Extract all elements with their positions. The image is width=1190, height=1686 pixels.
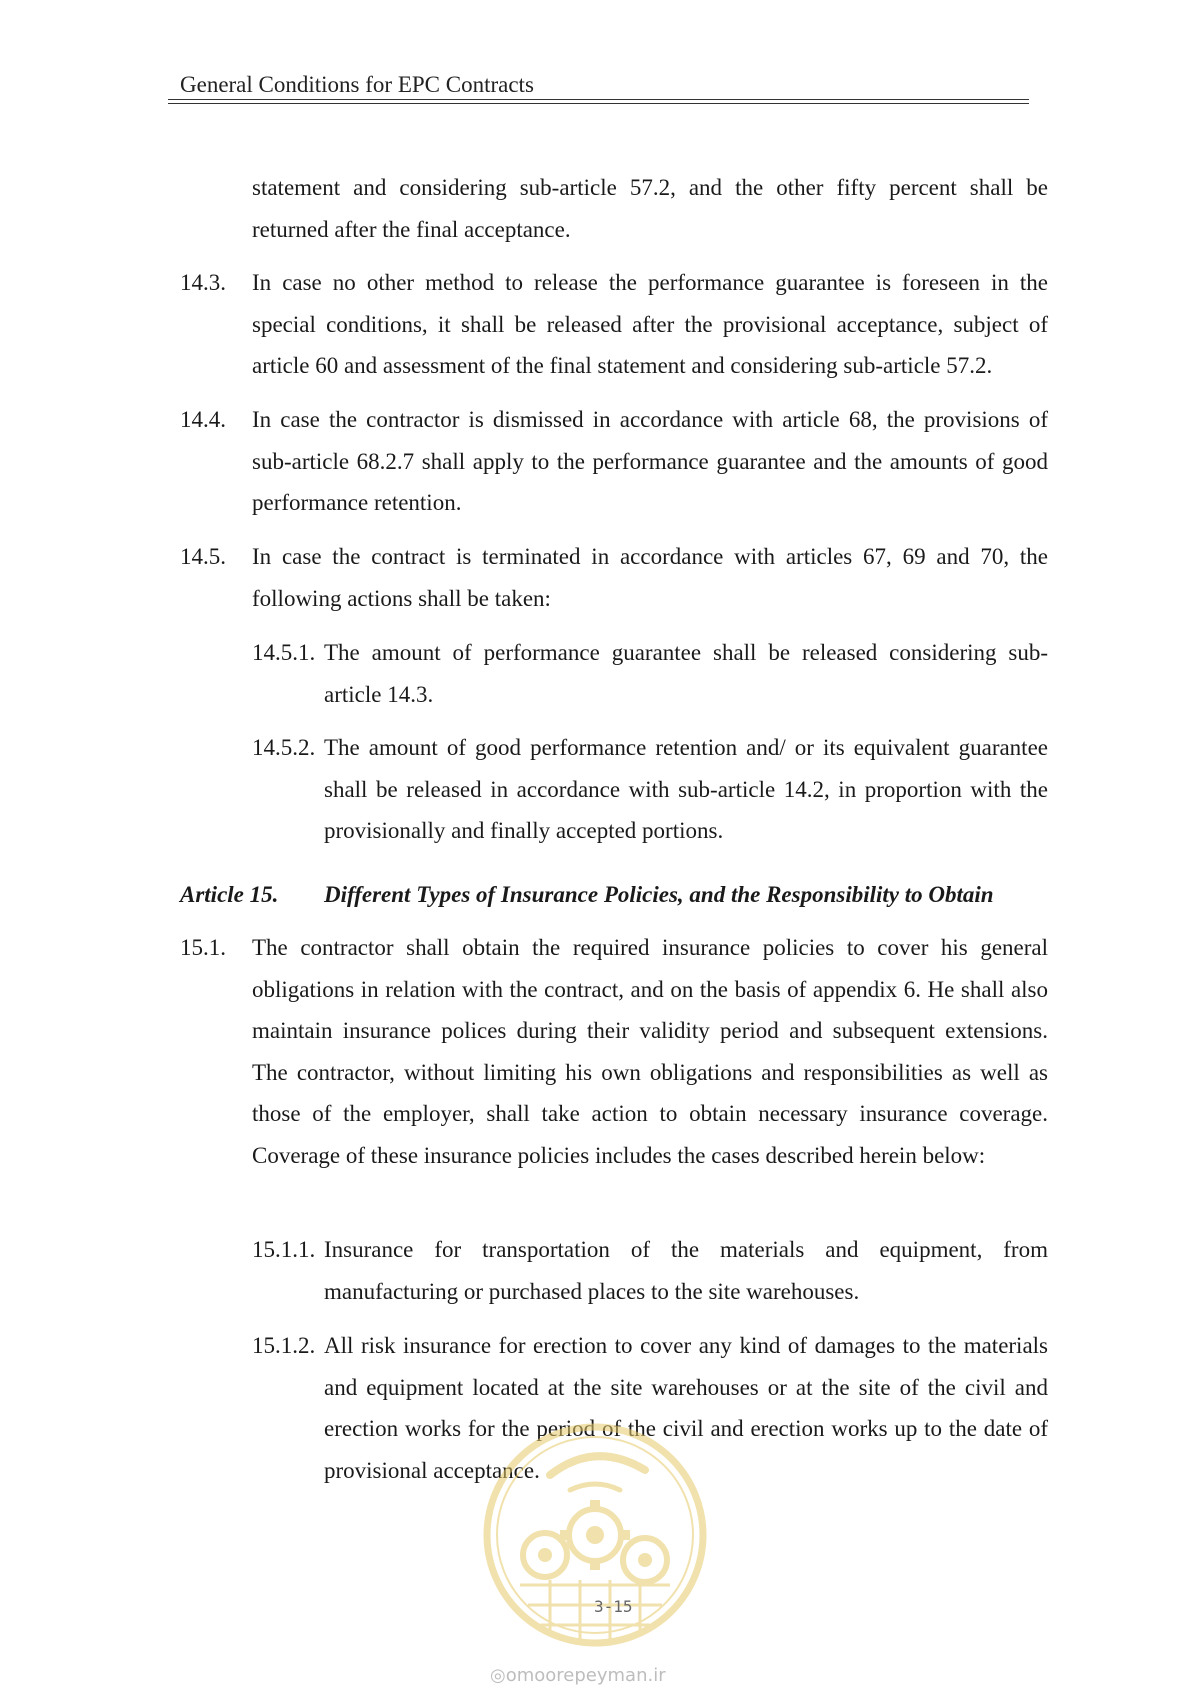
subclause-14-5-2-text: The amount of good performance retention and/ or its equivalent guarantee shall be released in accordance with sub-article 14.2, in proportion with the provisionally and finally accepted portions. bbox=[324, 735, 1048, 843]
clause-number: 14.5. bbox=[180, 544, 226, 569]
paragraph-continuation: statement and considering sub-article 57.2, and the other fifty percent shall be returned after the final acceptance. bbox=[252, 175, 1048, 242]
article-title: Different Types of Insurance Policies, and the Responsibility to Obtain bbox=[324, 882, 994, 907]
header-title: General Conditions for EPC Contracts bbox=[180, 72, 534, 97]
clause-14-5-text: In case the contract is terminated in accordance with articles 67, 69 and 70, the following actions shall be taken: bbox=[252, 544, 1048, 611]
clause-number: 14.3. bbox=[180, 270, 226, 295]
article-number: Article 15. bbox=[180, 882, 279, 907]
subclause-number: 14.5.1. bbox=[252, 640, 316, 665]
clause-14-3-text: In case no other method to release the performance guarantee is foreseen in the special conditions, it shall be released after the provisional acceptance, subject of article 60 and assessment of the final statement and considering sub-article 57.2. bbox=[252, 270, 1048, 378]
subclause-14-5-1-text: The amount of performance guarantee shall be released considering sub-article 14.3. bbox=[324, 640, 1048, 707]
clause-14-4-text: In case the contractor is dismissed in accordance with article 68, the provisions of sub-article 68.2.7 shall apply to the performance guarantee and the amounts of good performance retention. bbox=[252, 407, 1048, 515]
clause-number: 14.4. bbox=[180, 407, 226, 432]
subclause-number: 14.5.2. bbox=[252, 735, 316, 760]
subclause-15-1-2-text: All risk insurance for erection to cover any kind of damages to the materials and equipment located at the site warehouses or at the site of the civil and erection works for the period of the civil and erection works up to the date of provisional acceptance. bbox=[324, 1333, 1048, 1483]
subclause-number: 15.1.1. bbox=[252, 1237, 316, 1262]
watermark-url bbox=[490, 1665, 666, 1686]
clause-number: 15.1. bbox=[180, 935, 226, 960]
watermark-url-text: omoorepeyman.ir bbox=[505, 1665, 666, 1686]
clause-15-1-text: The contractor shall obtain the required insurance policies to cover his general obligations in relation with the contract, and on the basis of appendix 6. He shall also maintain insurance polices during their validity period and subsequent extensions. The contractor, without limiting his own obligations and responsibilities as well as those of the employer, shall take action to obtain necessary insurance coverage. Coverage of these insurance policies includes the cases described herein below: bbox=[252, 935, 1048, 1168]
header-rule-bottom bbox=[168, 103, 1029, 104]
at-icon: ◎ bbox=[490, 1665, 506, 1686]
header-rule-top bbox=[168, 99, 1029, 100]
subclause-number: 15.1.2. bbox=[252, 1333, 316, 1358]
page-number: 3-15 bbox=[594, 1597, 633, 1616]
subclause-15-1-1-text: Insurance for transportation of the materials and equipment, from manufacturing or purchased places to the site warehouses. bbox=[324, 1237, 1048, 1304]
